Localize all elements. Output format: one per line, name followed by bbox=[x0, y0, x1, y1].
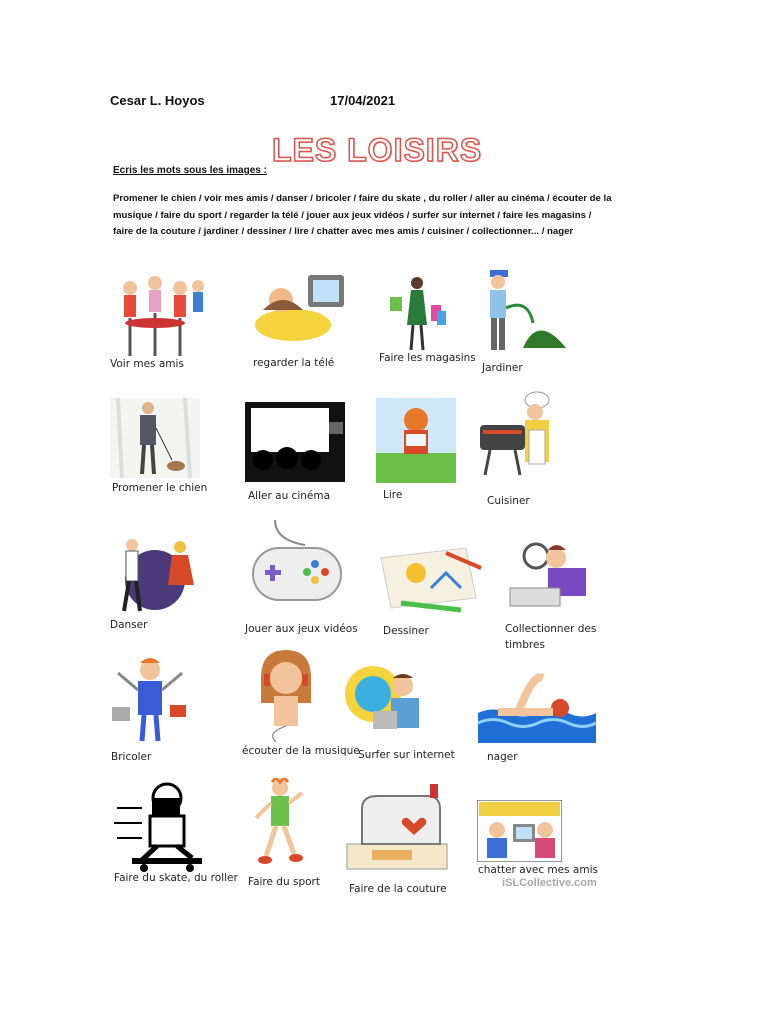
internet-image bbox=[343, 656, 428, 741]
reading-image bbox=[376, 398, 456, 483]
dog-walk-image bbox=[110, 398, 200, 478]
label-jeux: Jouer aux jeux vidéos bbox=[245, 623, 358, 635]
label-lire: Lire bbox=[383, 489, 403, 501]
label-bricoler: Bricoler bbox=[111, 751, 152, 763]
label-skate: Faire du skate, du roller bbox=[114, 872, 238, 884]
label-magasins: Faire les magasins bbox=[379, 352, 476, 364]
stamps-image bbox=[508, 538, 593, 613]
diy-image bbox=[110, 655, 190, 745]
music-image bbox=[246, 648, 321, 743]
label-nager: nager bbox=[487, 751, 518, 763]
word-bank: Promener le chien / voir mes amis / danser / bricoler / faire du skate , du roller / aller au cinéma / écouter de la musique / faire du sport / regarder la télé / jouer aux jeux vidéos / surfer sur internet / faire les magasins / faire de la couture / jardiner / dessiner / lire / chatter avec mes amis / cuisiner / collectionner... / nager bbox=[113, 193, 612, 237]
friends-image bbox=[110, 268, 210, 358]
gamepad-image bbox=[245, 520, 345, 615]
label-internet: Surfer sur internet bbox=[358, 749, 455, 761]
label-chien: Promener le chien bbox=[112, 482, 208, 494]
label-musique: écouter de la musique bbox=[242, 745, 360, 757]
date: 17/04/2021 bbox=[330, 93, 396, 108]
label-couture: Faire de la couture bbox=[349, 883, 447, 895]
shopping-image bbox=[385, 275, 450, 355]
label-voir-amis: Voir mes amis bbox=[110, 358, 184, 370]
sewing-image bbox=[342, 784, 452, 879]
dancing-image bbox=[110, 535, 200, 615]
page-title: LES LOISIRS bbox=[272, 132, 483, 168]
tv-image bbox=[253, 270, 348, 345]
student-name: Cesar L. Hoyos bbox=[110, 93, 205, 108]
label-cinema: Aller au cinéma bbox=[248, 490, 331, 502]
drawing-image bbox=[376, 548, 486, 613]
skate-image bbox=[112, 778, 217, 873]
label-cuisiner: Cuisiner bbox=[487, 495, 530, 507]
watermark: iSLCollective.com bbox=[502, 877, 597, 889]
label-dessiner: Dessiner bbox=[383, 625, 429, 637]
instruction: Ecris les mots sous les images : bbox=[113, 165, 267, 176]
gardening-image bbox=[478, 268, 568, 358]
chat-image bbox=[477, 800, 562, 862]
swimming-image bbox=[478, 668, 596, 743]
label-danser: Danser bbox=[110, 619, 148, 631]
sport-image bbox=[250, 778, 310, 873]
label-tele: regarder la télé bbox=[253, 357, 335, 369]
label-sport: Faire du sport bbox=[248, 876, 320, 888]
cooking-image bbox=[475, 390, 570, 485]
label-timbres-1: Collectionner des bbox=[505, 623, 597, 635]
label-jardiner: Jardiner bbox=[482, 362, 523, 374]
label-timbres-2: timbres bbox=[505, 639, 545, 651]
label-chatter: chatter avec mes amis bbox=[478, 864, 598, 876]
cinema-image bbox=[245, 402, 345, 482]
